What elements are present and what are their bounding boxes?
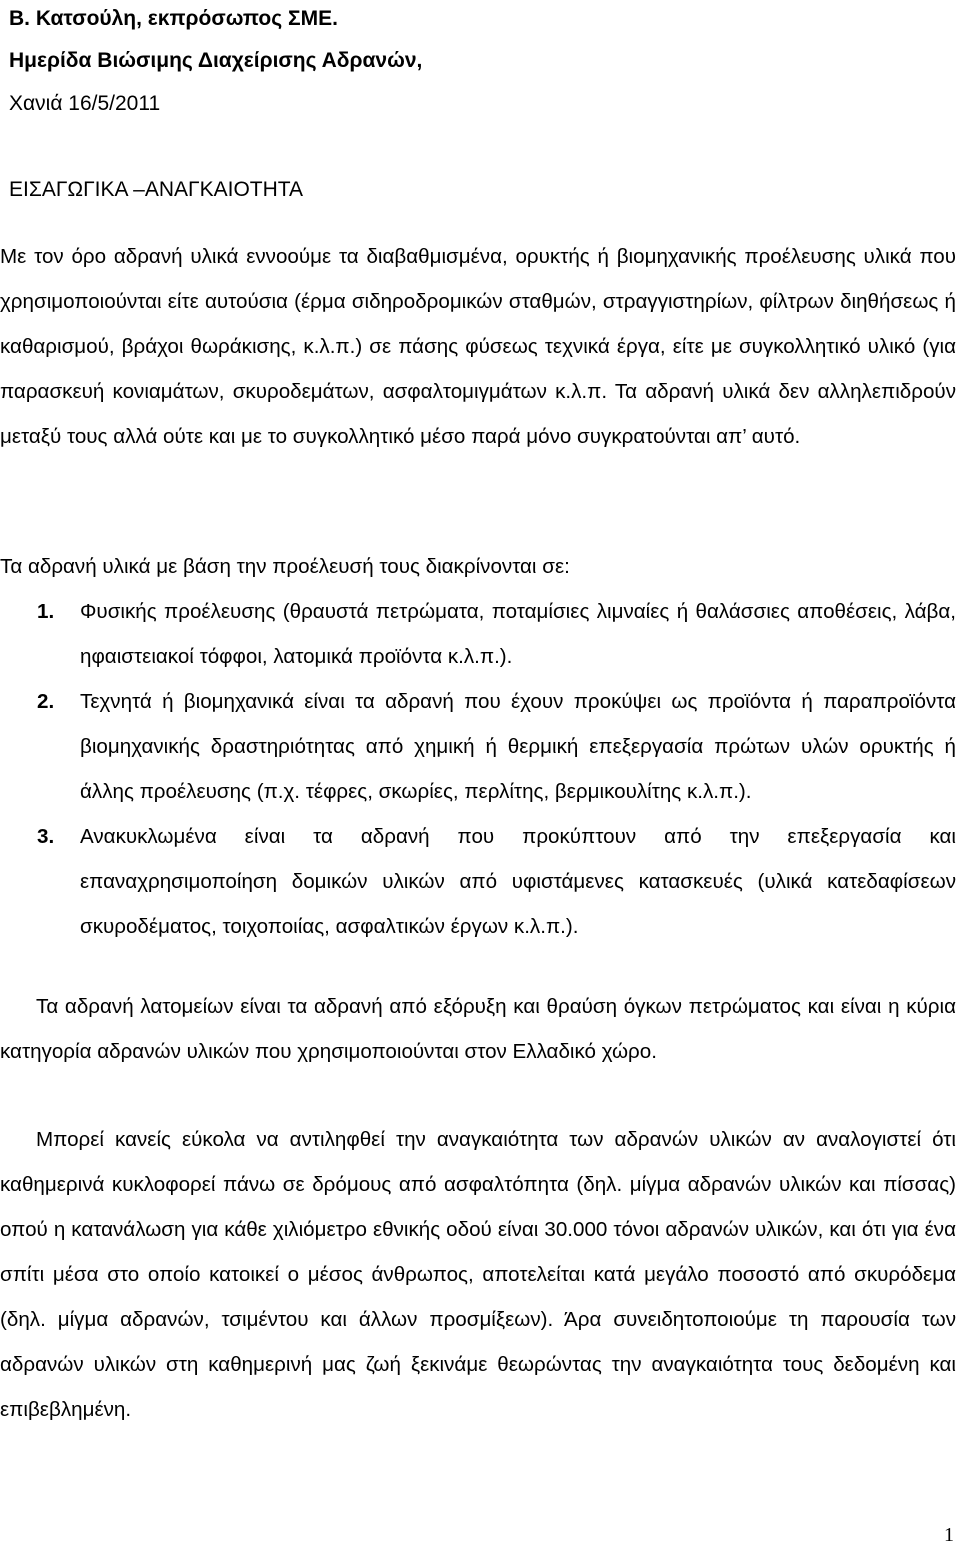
necessity-paragraph: Μπορεί κανείς εύκολα να αντιληφθεί την αναγκαιότητα των αδρανών υλικών αν αναλογιστεί ότι καθημερινά κυκλοφορεί πάνω σε δρόμους από ασφαλτόπητα (δηλ. μίγμα αδρανών υλικών και πίσσας) οπού η κατανάλωση για κάθε χιλιόμετρο εθνικής οδού είναι 30.000 τόνοι αδρανών υλικών, και ότι για ένα σπίτι μέσα στο οποίο κατοικεί ο μέσος άνθρωπος, αποτελείται κατά μεγάλο ποσοστό από σκυρόδεμα (δηλ. μίγμα αδρανών, τσιμέντου και άλλων προσμίξεων). Άρα συνειδητοποιούμε τη παρουσία των αδρανών υλικών στη καθημερινή μας ζωή ξεκινάμε θεωρώντας την αναγκαιότητα τους δεδομένη και επιβεβλημένη. xyxy=(0,1128,956,1421)
page-number: 1 xyxy=(944,1524,954,1546)
list-item-text: Ανακυκλωμένα είναι τα αδρανή που προκύπτουν από την επεξεργασία και επαναχρησιμοποίηση δομικών υλικών από υφιστάμενες κατασκευές (υλικά κατεδαφίσεων σκυροδέματος, τοιχοποιίας, ασφαλτικών έργων κ.λ.π.). xyxy=(80,825,956,938)
list-item xyxy=(0,814,956,949)
author-line: Β. Κατσούλη, εκπρόσωπος ΣΜΕ. xyxy=(9,7,338,30)
list-item-text: Φυσικής προέλευσης (θραυστά πετρώματα, ποταμίσιες λιμναίες ή θαλάσσιες αποθέσεις, λάβα, ηφαιστειακοί τόφφοι, λατομικά προϊόντα κ.λ.π.). xyxy=(80,600,956,668)
origin-list xyxy=(0,589,956,949)
list-lead: Τα αδρανή υλικά με βάση την προέλευσή τους διακρίνονται σε: xyxy=(0,555,570,578)
list-item xyxy=(0,679,956,814)
list-item-number: 3. xyxy=(37,825,55,848)
event-place-date: Χανιά 16/5/2011 xyxy=(9,92,161,115)
quarry-paragraph: Τα αδρανή λατομείων είναι τα αδρανή από εξόρυξη και θραύση όγκων πετρώματος και είναι η κύρια κατηγορία αδρανών υλικών που χρησιμοποιούνται στον Ελλαδικό χώρο. xyxy=(0,995,956,1063)
list-item-number: 2. xyxy=(37,690,55,713)
list-item xyxy=(0,589,956,679)
event-title: Ημερίδα Βιώσιμης Διαχείρισης Αδρανών, xyxy=(9,49,423,72)
list-item-text: Τεχνητά ή βιομηχανικά είναι τα αδρανή που έχουν προκύψει ως προϊόντα ή παραπροϊόντα βιομηχανικής δραστηριότητας από χημική ή θερμική επεξεργασία πρώτων υλών ορυκτής ή άλλης προέλευσης (π.χ. τέφρες, σκωρίες, περλίτης, βερμικουλίτης κ.λ.π.). xyxy=(80,690,956,803)
intro-paragraph: Με τον όρο αδρανή υλικά εννοούμε τα διαβαθμισμένα, ορυκτής ή βιομηχανικής προέλευσης υλικά που χρησιμοποιούνται είτε αυτούσια (έρμα σιδηροδρομικών σταθμών, στραγγιστηρίων, φίλτρων διηθήσεως ή καθαρισμού, βράχοι θωράκισης, κ.λ.π.) σε πάσης φύσεως τεχνικά έργα, είτε με συγκολλητικό υλικό (για παρασκευή κονιαμάτων, σκυροδεμάτων, ασφαλτομιγμάτων κ.λ.π. Τα αδρανή υλικά δεν αλληλεπιδρούν μεταξύ τους αλλά ούτε και με το συγκολλητικό μέσο παρά μόνο συγκρατούνται απ’ αυτό. xyxy=(0,245,956,448)
list-item-number: 1. xyxy=(37,600,55,623)
section-title: ΕΙΣΑΓΩΓΙΚΑ –ΑΝΑΓΚΑΙΟΤΗΤΑ xyxy=(9,178,304,201)
